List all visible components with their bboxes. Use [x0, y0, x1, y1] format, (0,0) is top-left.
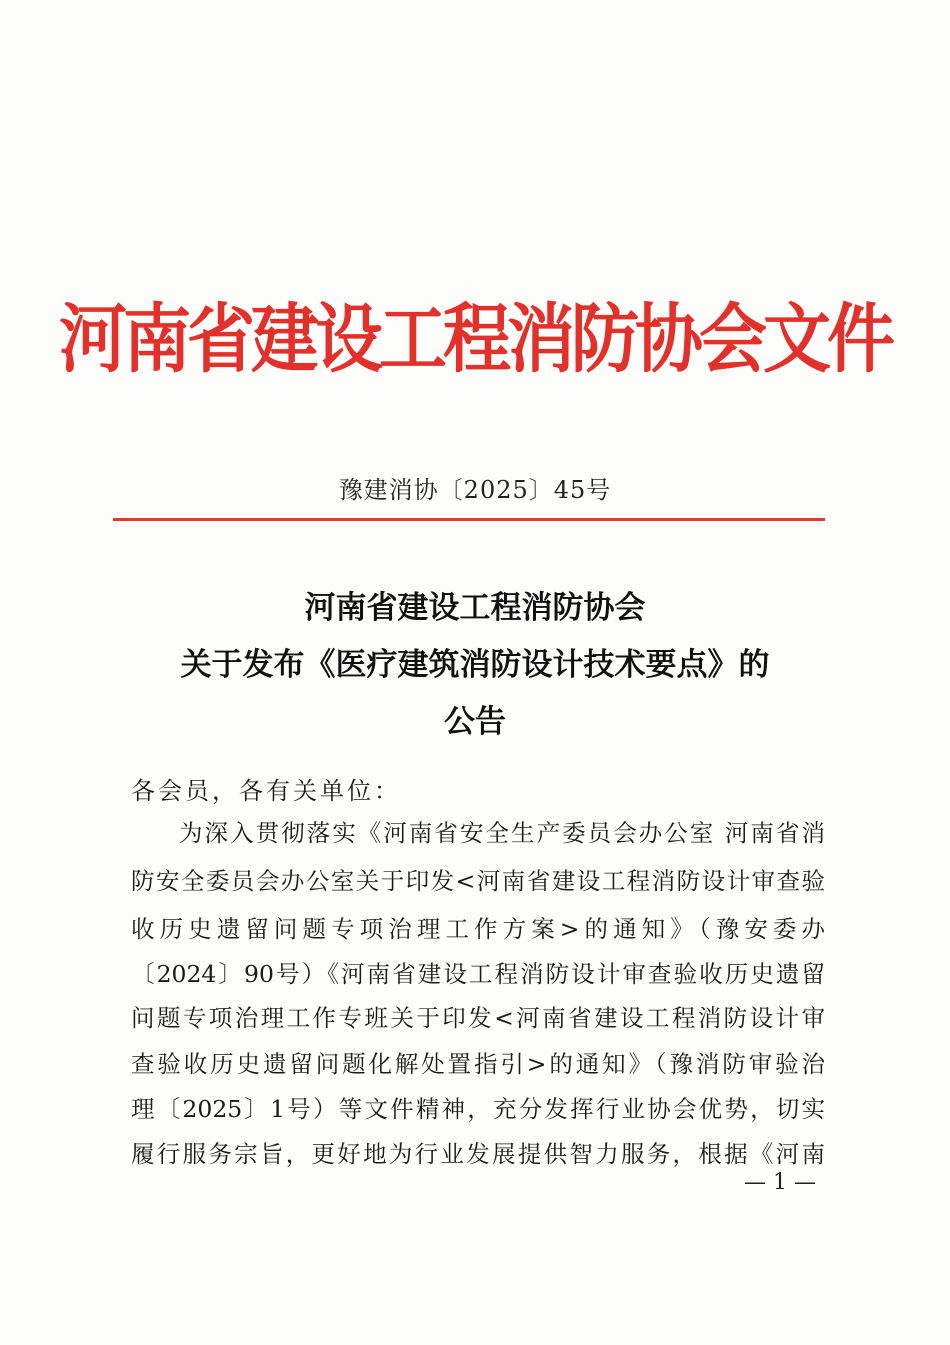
body-line: 防安全委员会办公室关于印发<河南省建设工程消防设计审查验: [131, 867, 825, 895]
document-masthead: 河南省建设工程消防协会文件: [58, 297, 891, 384]
title-line-2: 关于发布《医疗建筑消防设计技术要点》的: [180, 647, 770, 683]
title-line-3: 公告: [444, 704, 506, 740]
body-line: 理〔2025〕1号）等文件精神，充分发挥行业协会优势，切实: [131, 1095, 825, 1123]
body-line: 为深入贯彻落实《河南省安全生产委员会办公室 河南省消: [179, 819, 825, 847]
body-line: 问题专项治理工作专班关于印发<河南省建设工程消防设计审: [131, 1004, 825, 1032]
body-line: 履行服务宗旨，更好地为行业发展提供智力服务，根据《河南: [131, 1140, 825, 1168]
title-line-1: 河南省建设工程消防协会: [304, 590, 646, 626]
document-number: 豫建消协〔2025〕45号: [338, 476, 612, 504]
body-line: 查验收历史遗留问题化解处置指引>的通知》（豫消防审验治: [131, 1050, 825, 1078]
red-divider-rule: [113, 518, 825, 521]
body-line: 收历史遗留问题专项治理工作方案>的通知》（豫安委办: [131, 915, 825, 943]
page-number: — 1 —: [744, 1170, 816, 1195]
salutation: 各会员，各有关单位：: [131, 777, 401, 805]
body-line: 〔2024〕90号）《河南省建设工程消防设计审查验收历史遗留: [131, 960, 825, 988]
